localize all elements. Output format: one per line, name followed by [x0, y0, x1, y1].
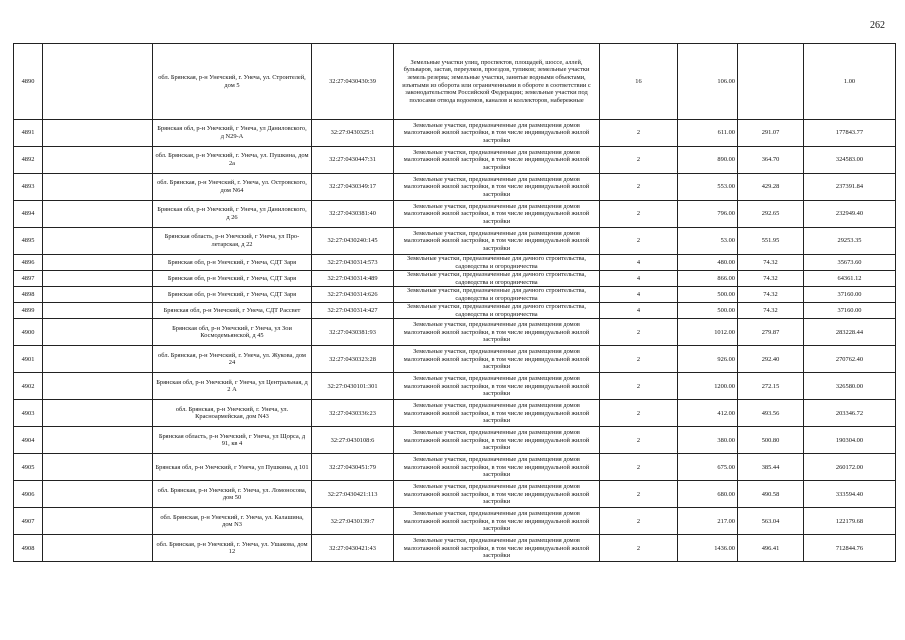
specific-value-cell: 74.32: [738, 287, 804, 303]
table-row: [14, 228, 896, 255]
cadastral-number-cell: 32:27:0430314:427: [312, 303, 394, 319]
empty-cell: [43, 147, 153, 174]
specific-value-cell: 292.65: [738, 201, 804, 228]
use-group-code-cell: 16: [600, 44, 678, 120]
table-row: [14, 44, 896, 120]
table-row: [14, 373, 896, 400]
row-number-cell: 4901: [14, 346, 43, 373]
row-number-cell: 4900: [14, 319, 43, 346]
land-use-type-cell: Земельные участки, предназначенные для дачного строительства, садоводства и огородничества: [394, 287, 600, 303]
cadastral-number-cell: 32:27:0430240:145: [312, 228, 394, 255]
address-cell: Брянская обл, р-н Унечский, г Унеча, ул Центральная, д 2 А: [153, 373, 312, 400]
cadastral-value-cell: 64361.12: [804, 271, 896, 287]
cadastral-number-cell: 32:27:0430314:489: [312, 271, 394, 287]
row-number-cell: 4906: [14, 481, 43, 508]
cadastral-number-cell: 32:27:0430101:301: [312, 373, 394, 400]
empty-cell: [43, 481, 153, 508]
area-cell: 500.00: [678, 287, 738, 303]
use-group-code-cell: 2: [600, 454, 678, 481]
use-group-code-cell: 2: [600, 427, 678, 454]
specific-value-cell: 272.15: [738, 373, 804, 400]
area-cell: 412.00: [678, 400, 738, 427]
address-cell: Брянская область, р-н Унечский, г Унеча, ул Про-летарская, д 22: [153, 228, 312, 255]
specific-value-cell: 74.32: [738, 255, 804, 271]
use-group-code-cell: 2: [600, 228, 678, 255]
use-group-code-cell: 4: [600, 287, 678, 303]
use-group-code-cell: 2: [600, 120, 678, 147]
specific-value-cell: 385.44: [738, 454, 804, 481]
table-row: [14, 481, 896, 508]
specific-value-cell: 74.32: [738, 303, 804, 319]
table-row: [14, 201, 896, 228]
empty-cell: [43, 535, 153, 562]
cadastral-number-cell: 32:27:0430108:6: [312, 427, 394, 454]
table-row: [14, 400, 896, 427]
row-number-cell: 4890: [14, 44, 43, 120]
table-body: [14, 44, 896, 562]
row-number-cell: 4892: [14, 147, 43, 174]
empty-cell: [43, 174, 153, 201]
empty-cell: [43, 400, 153, 427]
address-cell: Брянская обл, р-н Унечский, г Унеча, СДТ Заря: [153, 287, 312, 303]
table-row: [14, 535, 896, 562]
land-use-type-cell: Земельные участки, предназначенные для дачного строительства, садоводства и огородничества: [394, 271, 600, 287]
cadastral-value-cell: 326580.00: [804, 373, 896, 400]
use-group-code-cell: 2: [600, 147, 678, 174]
address-cell: Брянская обл, р-н Унечский, г Унеча, ул Пушкина, д 101: [153, 454, 312, 481]
cadastral-number-cell: 32:27:0430325:1: [312, 120, 394, 147]
area-cell: 380.00: [678, 427, 738, 454]
empty-cell: [43, 120, 153, 147]
row-number-cell: 4891: [14, 120, 43, 147]
address-cell: обл. Брянская, р-н Унечский, г. Унеча, ул. Красноармейская, дом N43: [153, 400, 312, 427]
area-cell: 890.00: [678, 147, 738, 174]
specific-value-cell: 490.58: [738, 481, 804, 508]
table-row: [14, 319, 896, 346]
empty-cell: [43, 508, 153, 535]
land-use-type-cell: Земельные участки, предназначенные для дачного строительства, садоводства и огородничества: [394, 255, 600, 271]
table-row: [14, 303, 896, 319]
land-use-type-cell: Земельные участки, предназначенные для размещения домов малоэтажной жилой застройки, в том числе индивидуальной жилой застройки: [394, 120, 600, 147]
row-number-cell: 4899: [14, 303, 43, 319]
cadastral-value-cell: 712844.76: [804, 535, 896, 562]
table-row: [14, 271, 896, 287]
land-use-type-cell: Земельные участки, предназначенные для размещения домов малоэтажной жилой застройки, в том числе индивидуальной жилой застройки: [394, 454, 600, 481]
use-group-code-cell: 2: [600, 174, 678, 201]
row-number-cell: 4902: [14, 373, 43, 400]
table-row: [14, 287, 896, 303]
area-cell: 217.00: [678, 508, 738, 535]
use-group-code-cell: 4: [600, 255, 678, 271]
specific-value-cell: 429.28: [738, 174, 804, 201]
empty-cell: [43, 346, 153, 373]
empty-cell: [43, 303, 153, 319]
use-group-code-cell: 2: [600, 346, 678, 373]
specific-value-cell: 74.32: [738, 271, 804, 287]
row-number-cell: 4895: [14, 228, 43, 255]
empty-cell: [43, 427, 153, 454]
address-cell: Брянская обл, р-н Унечский, г Унеча, ул Даниловского, д 26: [153, 201, 312, 228]
table-row: [14, 147, 896, 174]
specific-value-cell: 563.04: [738, 508, 804, 535]
specific-value-cell: 551.95: [738, 228, 804, 255]
area-cell: 926.00: [678, 346, 738, 373]
table-row: [14, 508, 896, 535]
use-group-code-cell: 4: [600, 303, 678, 319]
address-cell: Брянская обл, р-н Унечский, г Унеча, ул Зои Космодемьянской, д 45: [153, 319, 312, 346]
land-use-type-cell: Земельные участки, предназначенные для размещения домов малоэтажной жилой застройки, в том числе индивидуальной жилой застройки: [394, 201, 600, 228]
area-cell: 500.00: [678, 303, 738, 319]
specific-value-cell: 292.40: [738, 346, 804, 373]
area-cell: 866.00: [678, 271, 738, 287]
use-group-code-cell: 2: [600, 373, 678, 400]
address-cell: обл. Брянская, р-н Унечский, г. Унеча, ул. Ушакова, дом 12: [153, 535, 312, 562]
area-cell: 53.00: [678, 228, 738, 255]
cadastral-value-cell: 37160.00: [804, 287, 896, 303]
address-cell: Брянская обл, р-н Унечский, г Унеча, СДТ Заря: [153, 271, 312, 287]
address-cell: обл. Брянская, р-н Унечский, г. Унеча, ул. Калашина, дом N3: [153, 508, 312, 535]
land-use-type-cell: Земельные участки, предназначенные для размещения домов малоэтажной жилой застройки, в том числе индивидуальной жилой застройки: [394, 427, 600, 454]
land-use-type-cell: Земельные участки, предназначенные для размещения домов малоэтажной жилой застройки, в том числе индивидуальной жилой застройки: [394, 174, 600, 201]
cadastral-value-cell: 324583.00: [804, 147, 896, 174]
area-cell: 796.00: [678, 201, 738, 228]
area-cell: 1012.00: [678, 319, 738, 346]
land-use-type-cell: Земельные участки, предназначенные для размещения домов малоэтажной жилой застройки, в том числе индивидуальной жилой застройки: [394, 228, 600, 255]
cadastral-value-cell: 260172.00: [804, 454, 896, 481]
land-use-type-cell: Земельные участки, предназначенные для размещения домов малоэтажной жилой застройки, в том числе индивидуальной жилой застройки: [394, 373, 600, 400]
cadastral-number-cell: 32:27:0430421:43: [312, 535, 394, 562]
row-number-cell: 4908: [14, 535, 43, 562]
row-number-cell: 4905: [14, 454, 43, 481]
empty-cell: [43, 319, 153, 346]
empty-cell: [43, 228, 153, 255]
cadastral-value-cell: 283228.44: [804, 319, 896, 346]
cadastral-number-cell: 32:27:0430447:31: [312, 147, 394, 174]
address-cell: Брянская обл, р-н Унечский, г Унеча, СДТ Заря: [153, 255, 312, 271]
row-number-cell: 4898: [14, 287, 43, 303]
use-group-code-cell: 2: [600, 535, 678, 562]
row-number-cell: 4896: [14, 255, 43, 271]
empty-cell: [43, 287, 153, 303]
address-cell: Брянская обл, р-н Унечский, г Унеча, ул Даниловского, д N29-А: [153, 120, 312, 147]
land-use-type-cell: Земельные участки, предназначенные для размещения домов малоэтажной жилой застройки, в том числе индивидуальной жилой застройки: [394, 400, 600, 427]
table-row: [14, 427, 896, 454]
land-use-type-cell: Земельные участки, предназначенные для размещения домов малоэтажной жилой застройки, в том числе индивидуальной жилой застройки: [394, 319, 600, 346]
row-number-cell: 4893: [14, 174, 43, 201]
table-row: [14, 346, 896, 373]
use-group-code-cell: 2: [600, 508, 678, 535]
specific-value-cell: 364.70: [738, 147, 804, 174]
cadastral-value-cell: 122179.68: [804, 508, 896, 535]
cadastral-value-cell: 190304.00: [804, 427, 896, 454]
area-cell: 680.00: [678, 481, 738, 508]
row-number-cell: 4904: [14, 427, 43, 454]
area-cell: 611.00: [678, 120, 738, 147]
row-number-cell: 4903: [14, 400, 43, 427]
cadastral-value-cell: 270762.40: [804, 346, 896, 373]
address-cell: обл. Брянская, р-н Унечский, г. Унеча, ул. Строителей, дом 5: [153, 44, 312, 120]
empty-cell: [43, 201, 153, 228]
cadastral-number-cell: 32:27:0430381:93: [312, 319, 394, 346]
address-cell: обл. Брянская, р-н Унечский, г. Унеча, ул. Ломоносова, дом 50: [153, 481, 312, 508]
cadastral-number-cell: 32:27:0430381:40: [312, 201, 394, 228]
table-row: [14, 174, 896, 201]
empty-cell: [43, 255, 153, 271]
empty-cell: [43, 44, 153, 120]
cadastral-number-cell: 32:27:0430451:79: [312, 454, 394, 481]
row-number-cell: 4894: [14, 201, 43, 228]
page-number: 262: [870, 20, 885, 31]
use-group-code-cell: 2: [600, 400, 678, 427]
land-use-type-cell: Земельные участки, предназначенные для дачного строительства, садоводства и огородничества: [394, 303, 600, 319]
address-cell: обл. Брянская, р-н Унечский, г. Унеча, ул. Жукова, дом 24: [153, 346, 312, 373]
land-use-type-cell: Земельные участки, предназначенные для размещения домов малоэтажной жилой застройки, в том числе индивидуальной жилой застройки: [394, 481, 600, 508]
specific-value-cell: 500.80: [738, 427, 804, 454]
cadastral-number-cell: 32:27:0430430:39: [312, 44, 394, 120]
area-cell: 1436.00: [678, 535, 738, 562]
use-group-code-cell: 2: [600, 319, 678, 346]
cadastral-number-cell: 32:27:0430349:17: [312, 174, 394, 201]
cadastral-number-cell: 32:27:0430421:113: [312, 481, 394, 508]
cadastral-value-cell: 37160.00: [804, 303, 896, 319]
empty-cell: [43, 454, 153, 481]
cadastral-number-cell: 32:27:0430323:28: [312, 346, 394, 373]
cadastral-value-cell: 29253.35: [804, 228, 896, 255]
specific-value-cell: 496.41: [738, 535, 804, 562]
specific-value-cell: 493.56: [738, 400, 804, 427]
land-use-type-cell: Земельные участки, предназначенные для размещения домов малоэтажной жилой застройки, в том числе индивидуальной жилой застройки: [394, 346, 600, 373]
address-cell: обл. Брянская, р-н Унечский, г. Унеча, ул. Пушкина, дом 2а: [153, 147, 312, 174]
area-cell: 480.00: [678, 255, 738, 271]
cadastral-number-cell: 32:27:0430314:626: [312, 287, 394, 303]
use-group-code-cell: 2: [600, 201, 678, 228]
cadastral-value-cell: 1.00: [804, 44, 896, 120]
land-use-type-cell: Земельные участки, предназначенные для размещения домов малоэтажной жилой застройки, в том числе индивидуальной жилой застройки: [394, 535, 600, 562]
cadastral-value-cell: 232949.40: [804, 201, 896, 228]
specific-value-cell: [738, 44, 804, 120]
table-row: [14, 255, 896, 271]
table-row: [14, 120, 896, 147]
table-row: [14, 454, 896, 481]
specific-value-cell: 291.07: [738, 120, 804, 147]
address-cell: Брянская область, р-н Унечский, г Унеча, ул Щорса, д 91, кв 4: [153, 427, 312, 454]
address-cell: обл. Брянская, р-н Унечский, г. Унеча, ул. Островского, дом N64: [153, 174, 312, 201]
row-number-cell: 4897: [14, 271, 43, 287]
row-number-cell: 4907: [14, 508, 43, 535]
cadastral-number-cell: 32:27:0430314:573: [312, 255, 394, 271]
use-group-code-cell: 4: [600, 271, 678, 287]
cadastral-value-cell: 333594.40: [804, 481, 896, 508]
use-group-code-cell: 2: [600, 481, 678, 508]
land-use-type-cell: Земельные участки, предназначенные для размещения домов малоэтажной жилой застройки, в том числе индивидуальной жилой застройки: [394, 147, 600, 174]
cadastral-number-cell: 32:27:0430336:23: [312, 400, 394, 427]
area-cell: 106.00: [678, 44, 738, 120]
area-cell: 1200.00: [678, 373, 738, 400]
cadastral-value-cell: 35673.60: [804, 255, 896, 271]
land-use-type-cell: Земельные участки, предназначенные для размещения домов малоэтажной жилой застройки, в том числе индивидуальной жилой застройки: [394, 508, 600, 535]
cadastral-value-cell: 203346.72: [804, 400, 896, 427]
cadastral-number-cell: 32:27:0430139:7: [312, 508, 394, 535]
empty-cell: [43, 373, 153, 400]
cadastral-value-cell: 237391.84: [804, 174, 896, 201]
specific-value-cell: 279.87: [738, 319, 804, 346]
land-use-type-cell: Земельные участки улиц, проспектов, площадей, шоссе, аллей, бульваров, застав, переулков, проездов, тупиков; земельные участки земель резерва; земельные участки, занятые водными объектами, изъятыми из оборота или ограниченными в обороте в соответствии с законодательством Российской Федерации; земельные участки под полосами отвода водоемов, каналов и коллекторов, набережные: [394, 44, 600, 120]
area-cell: 675.00: [678, 454, 738, 481]
cadastral-value-cell: 177843.77: [804, 120, 896, 147]
empty-cell: [43, 271, 153, 287]
address-cell: Брянская обл, р-н Унечский, г Унеча, СДТ Рассвет: [153, 303, 312, 319]
area-cell: 553.00: [678, 174, 738, 201]
cadastral-value-table: [13, 43, 896, 562]
